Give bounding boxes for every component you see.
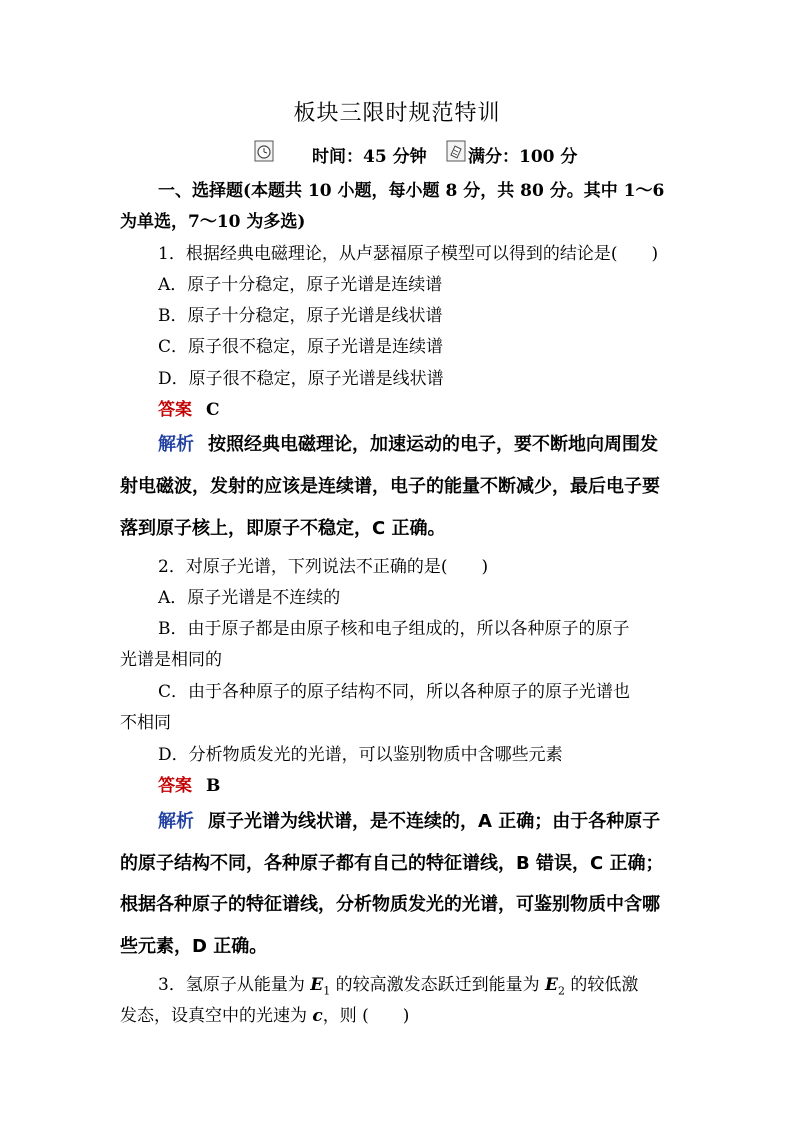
exam-meta [254,140,614,166]
q1-analysis-line: 落到原子核上，即原子不稳定，C 正确。 [120,518,446,539]
section-heading-cont: 为单选，7～10 为多选) [120,212,306,232]
answer-label: 答案 [158,776,192,796]
score-sheet-icon [446,140,466,167]
q2-answer [158,771,680,796]
q3-text: 发态，设真空中的光速为 [120,1006,313,1026]
q2-option-b-cont: 光谱是相同的 [120,650,222,670]
full-score: 满分：100 分 [468,147,578,167]
q2-analysis-line: 些元素，D 正确。 [120,936,268,957]
q2-option-c: C．由于各种原子的原子结构不同，所以各种原子的原子光谱也 [158,682,631,702]
q1-analysis-line: 射电磁波，发射的应该是连续谱，电子的能量不断减少，最后电子要 [120,476,660,497]
q3-sub: 1 [323,984,331,998]
time-limit: 时间：45 分钟 [312,147,427,167]
q1-answer [158,395,680,420]
q1-stem: 1．根据经典电磁理论，从卢瑟福原子模型可以得到的结论是( ) [158,244,659,264]
q2-option-d: D．分析物质发光的光谱，可以鉴别物质中含哪些元素 [158,745,563,765]
q3-text: ，则 ( ) [322,1006,410,1026]
analysis-text: 按照经典电磁理论，加速运动的电子，要不断地向周围发 [208,434,658,455]
q3-stem [158,970,680,997]
answer-value: B [206,776,221,796]
q3-var-c: c [312,1006,323,1026]
q1-option-c: C．原子很不稳定，原子光谱是连续谱 [158,337,444,357]
q3-text: 的较低激 [564,975,639,995]
q2-option-b: B．由于原子都是由原子核和电子组成的，所以各种原子的原子 [158,619,630,639]
answer-value: C [206,400,220,420]
q2-stem: 2．对原子光谱，下列说法不正确的是( ) [158,557,489,577]
q3-text: 3．氢原子从能量为 [158,975,311,995]
q1-option-b: B．原子十分稳定，原子光谱是线状谱 [158,306,443,326]
clock-icon [254,140,274,167]
answer-label: 答案 [158,400,192,420]
q2-option-a: A．原子光谱是不连续的 [158,588,341,608]
q3-var-e: E [310,975,324,995]
q3-text: 的较高激发态跃迁到能量为 [330,975,546,995]
q1-option-d: D．原子很不稳定，原子光谱是线状谱 [158,369,444,389]
analysis-label: 解析 [158,811,194,832]
q3-var-e: E [545,975,558,995]
q2-analysis-line: 根据各种原子的特征谱线，分析物质发光的光谱，可鉴别物质中含哪 [120,894,660,915]
q1-analysis-line [158,430,680,456]
analysis-text: 原子光谱为线状谱，是不连续的，A 正确；由于各种原子 [208,811,661,832]
q2-analysis-line: 的原子结构不同，各种原子都有自己的特征谱线，B 错误，C 正确； [120,853,664,874]
q1-option-a: A．原子十分稳定，原子光谱是连续谱 [158,275,443,295]
q3-sub: 2 [557,984,565,998]
analysis-label: 解析 [158,434,194,455]
q2-analysis-line [158,807,680,833]
q3-stem-cont [120,1001,680,1026]
section-heading: 一、选择题(本题共 10 小题，每小题 8 分，共 80 分。其中 1～6 [158,181,665,201]
q2-option-c-cont: 不相同 [120,713,171,733]
page-title: 板块三限时规范特训 [293,101,501,126]
